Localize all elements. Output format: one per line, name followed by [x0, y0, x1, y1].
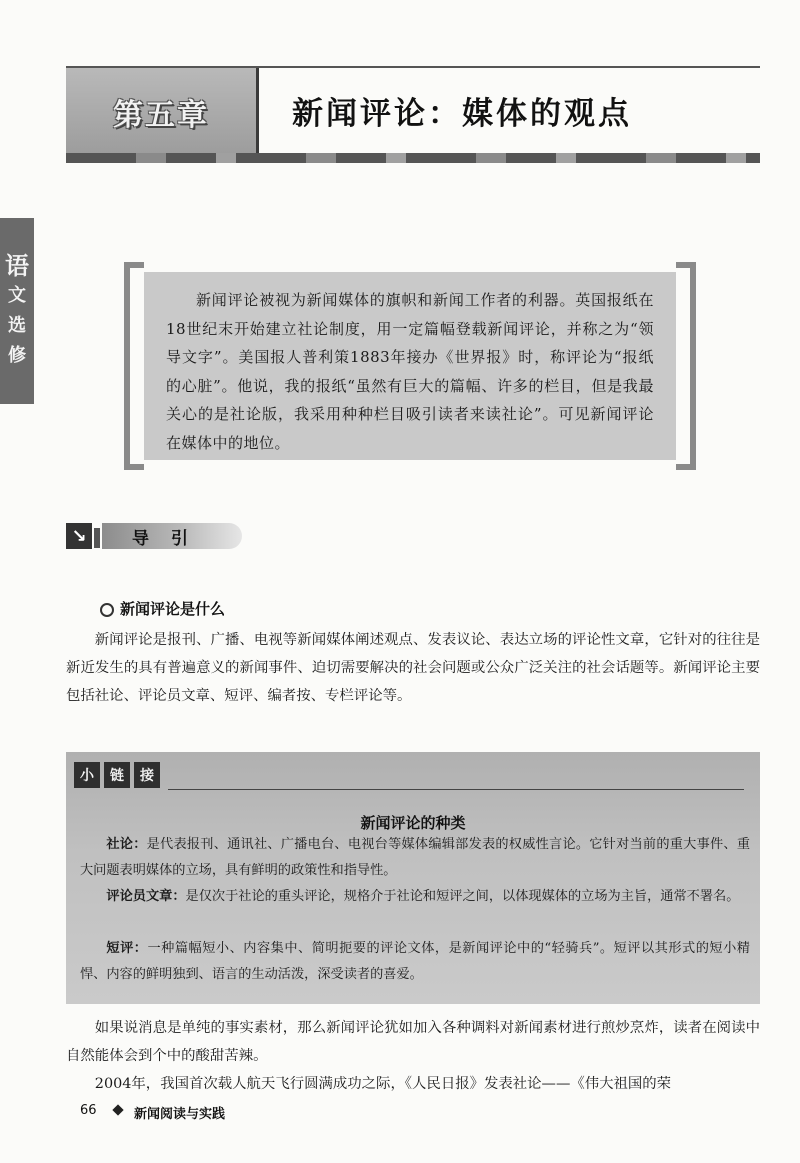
- guide-heading-label: 导引: [132, 529, 210, 549]
- link-box-rule: [168, 789, 744, 790]
- chapter-title: 新闻评论：媒体的观点: [292, 96, 632, 132]
- link-item-term: 社论：: [106, 837, 147, 852]
- side-tab-char: 选: [8, 315, 26, 336]
- section-heading: 新闻评论是什么: [120, 600, 226, 618]
- link-box-tags: [74, 762, 160, 788]
- link-tag-char: 接: [134, 762, 160, 788]
- link-item-text: 是代表报刊、通讯社、广播电台、电视台等媒体编辑部发表的权威性言论。它针对当前的重大事件、重大问题表明媒体的立场，具有鲜明的政策性和指导性。: [80, 837, 751, 878]
- intro-quote-box: [144, 272, 676, 460]
- link-item-term: 评论员文章：: [106, 889, 186, 904]
- circle-bullet-icon: [100, 603, 114, 617]
- link-item-commentator: [80, 884, 750, 910]
- side-tab-char: 修: [8, 345, 26, 366]
- body-paragraph: 如果说消息是单纯的事实素材，那么新闻评论犹如加入各种调料对新闻素材进行煎炒烹炸，读者在阅读中自然能体会到个中的酸甜苦辣。: [66, 1020, 760, 1064]
- link-tag-char: 小: [74, 762, 100, 788]
- footer-book-title: 新闻阅读与实践: [134, 1107, 226, 1122]
- arrow-down-right-icon: ↘: [66, 523, 92, 549]
- guide-icon-accent: [94, 528, 100, 548]
- page-number: 66: [80, 1103, 97, 1118]
- quote-bracket-right: [676, 262, 696, 470]
- header-decorative-bar: [66, 153, 760, 163]
- chapter-label: 第五章: [113, 98, 209, 133]
- intro-quote-text: 新闻评论被视为新闻媒体的旗帜和新闻工作者的利器。英国报纸在18世纪末开始建立社论制度，用一定篇幅登载新闻评论，并称之为“领导文字”。美国报人普利策1883年接办《世界报》时，称评论为“报纸的心脏”。他说，我的报纸“虽然有巨大的篇幅、许多的栏目，但是我最关心的是社论版，我采用种种栏目吸引读者来读社论”。可见新闻评论在媒体中的地位。: [166, 291, 654, 452]
- diamond-icon: [112, 1104, 123, 1115]
- quote-bracket-left: [124, 262, 144, 470]
- link-box-title: 新闻评论的种类: [360, 814, 466, 832]
- body-paragraph: 2004年，我国首次载人航天飞行圆满成功之际，《人民日报》发表社论——《伟大祖国的荣: [94, 1076, 672, 1092]
- link-item-text: 一种篇幅短小、内容集中、简明扼要的评论文体，是新闻评论中的“轻骑兵”。短评以其形式的短小精悍、内容的鲜明独到、语言的生动活泼，深受读者的喜爱。: [80, 941, 750, 982]
- section-paragraph: 新闻评论是报刊、广播、电视等新闻媒体阐述观点、发表议论、表达立场的评论性文章，它针对的往往是新近发生的具有普遍意义的新闻事件、迫切需要解决的社会问题或公众广泛关注的社会话题等。新闻评论主要包括社论、评论员文章、短评、编者按、专栏评论等。: [66, 632, 760, 704]
- link-item-text: 是仅次于社论的重头评论，规格介于社论和短评之间，以体现媒体的立场为主旨，通常不署名。: [185, 889, 740, 904]
- link-tag-char: 链: [104, 762, 130, 788]
- side-tab-char: 文: [8, 285, 26, 306]
- side-tab-char: 语: [5, 251, 29, 280]
- link-item-term: 短评：: [106, 941, 148, 956]
- link-item-short-comment: [80, 936, 750, 988]
- chapter-label-box: [66, 68, 256, 156]
- chapter-divider: [256, 68, 259, 156]
- link-item-editorial: [80, 832, 750, 884]
- side-tab: [0, 218, 34, 404]
